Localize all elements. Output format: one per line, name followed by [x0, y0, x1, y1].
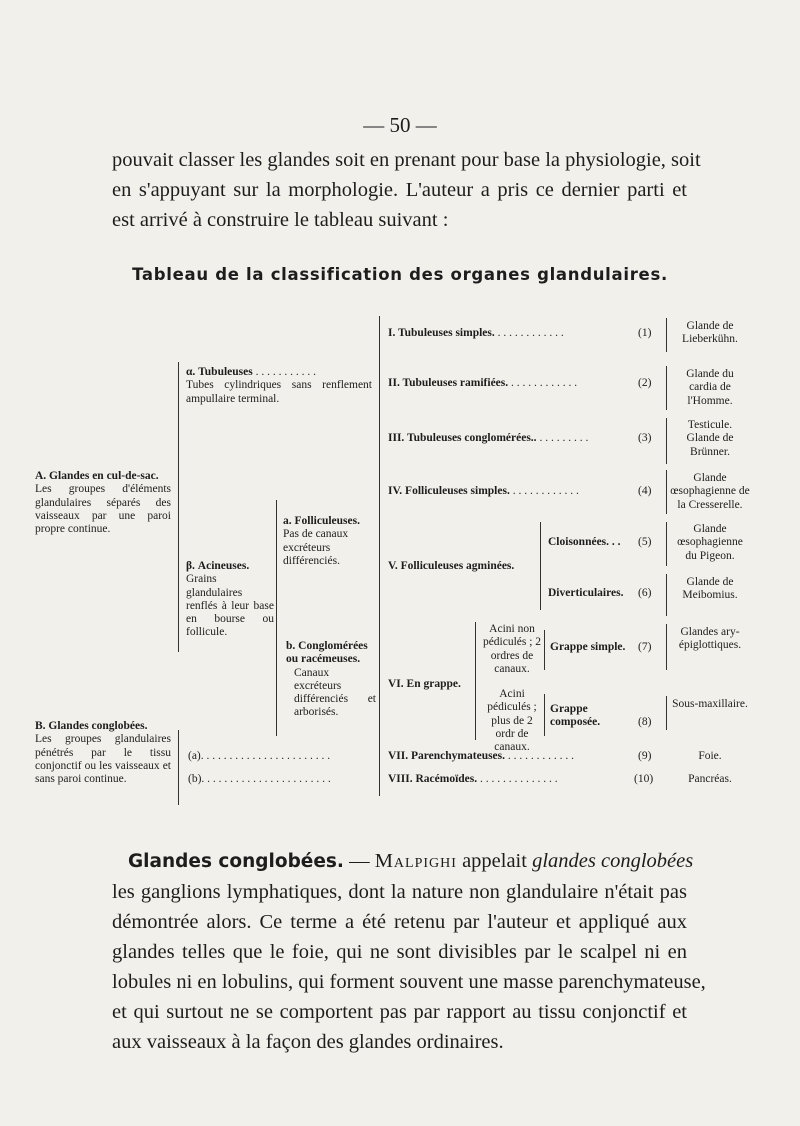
folliculeuses-label: a. Folliculeuses.: [283, 515, 360, 527]
section-line: les ganglions lymphatiques, dont la nature non glandulaire n'était pas: [112, 881, 687, 903]
class-row: I. Tubuleuses simples. . . . . . . . . . . . .: [388, 327, 564, 339]
example-text: Glande de Lieberkühn.: [682, 320, 738, 346]
section-line: démontrée alors. Ce terme a été retenu par l'auteur et appliqué aux: [112, 911, 687, 933]
brace-classes: [379, 316, 380, 796]
class-row: V. Folliculeuses agminées.: [388, 560, 515, 572]
section-paragraph: [112, 846, 706, 1057]
brace-beta: [276, 500, 277, 736]
brace-example: [666, 574, 667, 616]
class-row: VII. Parenchymateuses. . . . . . . . . . . . .: [388, 750, 575, 762]
intro-line: en s'appuyant sur la morphologie. L'auteur a pris ce dernier parti et: [112, 179, 687, 201]
class-row: IV. Folliculeuses simples. . . . . . . . . . . . .: [388, 485, 579, 497]
category-a: [35, 470, 171, 536]
category-b-label: B. Glandes conglobées.: [35, 720, 148, 732]
section-line: et qui surtout ne se comportent pas par rapport au tissu conjonctif et: [112, 1001, 687, 1023]
subclass-label: Grappe simple.: [550, 641, 626, 653]
category-a-label: A. Glandes en cul-de-sac.: [35, 470, 159, 482]
brace-example: [666, 470, 667, 514]
brace-example: [666, 696, 667, 730]
section-heading: Glandes conglobées.: [128, 851, 344, 872]
b-a-row: (a). . . . . . . . . . . . . . . . . . . . . . .: [188, 750, 331, 762]
conglomerees-desc: Canaux excréteurs différenciés et arborisés.: [294, 666, 376, 719]
table-title: Tableau de la classification des organes glandulaires.: [132, 265, 668, 284]
intro-paragraph: [112, 145, 701, 235]
example-text: Glande œsophagienne du Pigeon.: [677, 523, 743, 562]
section-line: lobules ni en lobulins, qui forment souvent une masse parenchymateuse,: [112, 971, 706, 993]
conglomerees-label: b. Conglomérées ou racémeuses.: [286, 640, 368, 666]
alpha-block: [186, 366, 372, 406]
class-row: VI. En grappe.: [388, 678, 461, 690]
class-number: (4): [638, 485, 652, 497]
intro-line: pouvait classer les glandes soit en prenant pour base la physiologie, soit: [112, 149, 701, 171]
author-name: Malpighi: [374, 850, 457, 872]
subclass-label: Diverticulaires.: [548, 587, 624, 599]
folliculeuses-desc: Pas de canaux excréteurs différenciés.: [283, 528, 349, 567]
acini-desc: Acini non pédiculés ; 2 ordres de canaux.: [482, 623, 542, 675]
class-number: (8): [638, 716, 652, 728]
conglomerees-block: [286, 640, 376, 720]
brace-example: [666, 418, 667, 464]
section-line: glandes telles que le foie, qui ne sont divisibles par le scalpel ni en: [112, 941, 687, 963]
subclass-label: Cloisonnées. . .: [548, 536, 621, 548]
brace-b: [178, 730, 179, 805]
class-row: III. Tubuleuses conglomérées.. . . . . . . . . .: [388, 432, 589, 444]
section-line: aux vaisseaux à la façon des glandes ordinaires.: [112, 1031, 504, 1053]
example-text: Glandes ary-épiglottiques.: [678, 626, 742, 652]
beta-label: β. Acineuses.: [186, 560, 250, 572]
category-b-desc: Les groupes glandulaires pénétrés par le tissu conjonctif ou les vaisseaux et sans paroi continue.: [35, 733, 171, 786]
beta-desc: Grains glandulaires renflés à leur base en bourse ou follicule.: [186, 573, 274, 639]
category-b: [35, 720, 171, 786]
beta-block: [186, 560, 274, 640]
brace-example: [666, 522, 667, 566]
class-row: VIII. Racémoïdes. . . . . . . . . . . . . . .: [388, 773, 558, 785]
class-number: (6): [638, 587, 652, 599]
example-text: Glande œsophagienne de la Cresserelle.: [670, 472, 750, 511]
class-row: II. Tubuleuses ramifiées. . . . . . . . . . . . .: [388, 377, 578, 389]
b-b-row: (b). . . . . . . . . . . . . . . . . . . . . . .: [188, 773, 331, 785]
folliculeuses-block: [283, 515, 377, 568]
category-a-desc: Les groupes d'éléments glandulaires séparés des vaisseaux par une paroi propre continue.: [35, 483, 171, 536]
class-number: (3): [638, 432, 652, 444]
brace-example: [666, 318, 667, 352]
acini-desc: Acini pédiculés ; plus de 2 ordr de canaux.: [487, 688, 537, 754]
brace-a: [178, 362, 179, 652]
class-number: (1): [638, 327, 652, 339]
class-number: (2): [638, 377, 652, 389]
brace-grappe-simple: [544, 630, 545, 670]
example-text: Pancréas.: [688, 773, 732, 785]
class-number: (9): [638, 750, 652, 762]
example-text: Glande de Meibomius.: [682, 576, 738, 602]
example-text: Glande du cardia de l'Homme.: [686, 368, 734, 407]
brace-example: [666, 624, 667, 670]
alpha-desc: Tubes cylindriques sans renflement ampullaire terminal.: [186, 379, 372, 405]
page-number: — 50 —: [363, 113, 437, 137]
intro-line: est arrivé à construire le tableau suivant :: [112, 209, 449, 231]
section-first-line: Glandes conglobées. — Malpighi appelait glandes conglobées: [128, 850, 694, 872]
class-number: (5): [638, 536, 652, 548]
class-number: (10): [634, 773, 654, 785]
brace-v: [540, 522, 541, 610]
brace-grappe-composee: [544, 694, 545, 736]
example-text: Sous-maxillaire.: [672, 698, 748, 710]
example-text: Foie.: [698, 750, 722, 762]
alpha-label: α. Tubuleuses . . . . . . . . . . .: [186, 366, 316, 378]
class-number: (7): [638, 641, 652, 653]
brace-vi: [475, 622, 476, 740]
subclass-label: Grappe composée.: [550, 703, 601, 729]
example-text: Testicule. Glande de Brünner.: [686, 419, 734, 458]
brace-example: [666, 366, 667, 410]
